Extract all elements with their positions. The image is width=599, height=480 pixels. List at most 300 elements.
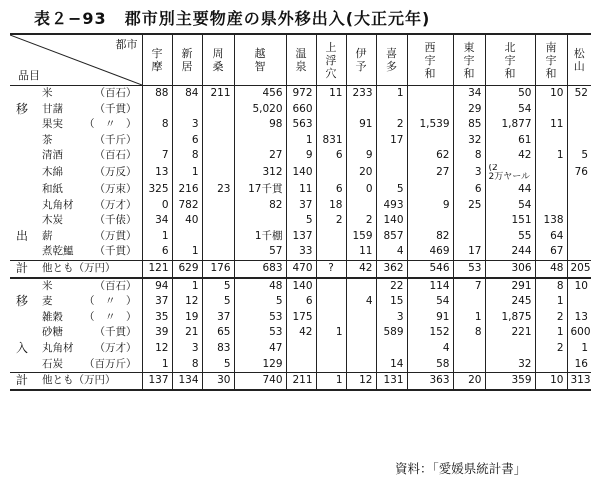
value-cell: 469 [407,244,453,260]
item-name: 甘藷 [42,102,63,115]
value-cell: 98 [234,117,286,133]
total-value-cell: 546 [407,260,453,277]
value-cell: 12 [142,341,172,357]
value-cell: 4 [407,341,453,357]
value-cell [453,229,485,245]
value-cell: 25 [453,198,485,214]
value-cell: 19 [172,310,202,326]
total-value-cell: 205 [567,260,591,277]
value-cell: 2 [316,213,346,229]
table-row [10,294,591,310]
value-cell: 831 [316,133,346,149]
value-cell: 138 [535,213,567,229]
value-cell [142,102,172,118]
item-unit: （ 〃 ） [84,118,137,131]
value-cell [346,325,376,341]
item-name: 茶 [42,133,53,146]
value-cell: 8 [453,148,485,164]
value-cell: 1,877 [485,117,535,133]
item-unit: （万才） [94,341,137,354]
value-cell [407,86,453,102]
value-cell: 23 [202,182,234,198]
value-cell: 1 [172,164,202,182]
table-row [10,102,591,118]
table-row [10,148,591,164]
value-cell: 54 [485,102,535,118]
table-row [10,213,591,229]
value-cell: 53 [234,310,286,326]
value-cell [202,244,234,260]
value-cell: 211 [202,86,234,102]
value-cell: 5 [376,182,407,198]
value-cell: 29 [453,102,485,118]
value-cell: 48 [234,278,286,295]
value-cell: 600 [567,325,591,341]
value-cell [535,133,567,149]
value-cell: 8 [172,357,202,373]
value-cell: 85 [453,117,485,133]
value-cell: 3 [172,117,202,133]
value-cell: 13 [567,310,591,326]
value-cell [407,133,453,149]
item-name-cell [34,148,142,164]
city-header: 東 宇 和 [453,34,485,86]
total-value-cell: 1 [316,373,346,390]
item-name-cell [34,294,142,310]
value-cell: 1 [535,148,567,164]
value-cell: 216 [172,182,202,198]
value-cell: 44 [485,182,535,198]
item-name-cell [34,182,142,198]
table-row [10,117,591,133]
item-name-cell [34,278,142,295]
value-cell: 61 [485,133,535,149]
total-value-cell: 20 [453,373,485,390]
section-label-cell: 入 [15,340,28,355]
value-cell [316,229,346,245]
city-header: 松 山 [567,34,591,86]
value-cell: 42 [286,325,316,341]
value-cell [202,102,234,118]
value-cell: 13 [142,164,172,182]
total-value-cell: 137 [142,373,172,390]
value-cell [567,133,591,149]
value-cell: 245 [485,294,535,310]
value-cell: 82 [234,198,286,214]
value-cell: 6 [286,294,316,310]
value-cell: 11 [346,244,376,260]
total-value-cell: 363 [407,373,453,390]
item-name-cell [34,198,142,214]
item-name: 丸角材 [42,198,74,211]
value-cell: 27 [234,148,286,164]
value-cell: 11 [535,117,567,133]
total-value-cell: 12 [346,373,376,390]
value-cell: 52 [567,86,591,102]
value-cell: 91 [407,310,453,326]
value-cell [316,164,346,182]
value-cell [535,164,567,182]
total-label: 計 [10,260,34,277]
value-cell: 1 [172,244,202,260]
section-label-cell [10,133,34,149]
value-cell: 22 [376,278,407,295]
table-row [10,341,591,357]
value-cell: 8 [142,117,172,133]
value-cell [234,133,286,149]
value-cell: 2 [346,213,376,229]
section-label-cell [10,164,34,182]
value-cell: 37 [142,294,172,310]
city-header: 喜 多 [376,34,407,86]
data-table [10,33,591,391]
value-cell: 140 [286,164,316,182]
value-cell: 129 [234,357,286,373]
total-row [10,373,591,390]
item-name-cell [34,325,142,341]
item-unit: （万才） [94,198,137,211]
value-cell: 58 [407,357,453,373]
value-cell: 9 [346,148,376,164]
table-row [10,198,591,214]
city-header: 周 桑 [202,34,234,86]
value-cell [376,164,407,182]
item-unit: （万束） [94,182,137,195]
value-cell: 94 [142,278,172,295]
value-cell: 857 [376,229,407,245]
value-cell: 1千棚 [234,229,286,245]
value-cell [567,244,591,260]
value-cell [316,310,346,326]
value-cell: 37 [202,310,234,326]
total-value-cell: 10 [535,373,567,390]
value-cell [346,341,376,357]
total-value-cell: 30 [202,373,234,390]
total-value-cell: 629 [172,260,202,277]
value-cell: 27 [407,164,453,182]
item-unit: （万反） [94,166,137,179]
value-cell: 47 [234,341,286,357]
value-cell [567,102,591,118]
total-value-cell: 176 [202,260,234,277]
value-cell: 84 [172,86,202,102]
value-cell: (2 2万ヤール [485,164,535,182]
section-label-cell [10,148,34,164]
item-name: 果実 [42,118,63,131]
value-cell: 10 [535,86,567,102]
value-cell: 35 [142,310,172,326]
value-cell: 1 [142,229,172,245]
value-cell: 1 [172,278,202,295]
total-value-cell: 362 [376,260,407,277]
item-name: 石炭 [42,357,63,370]
value-cell: 3 [172,341,202,357]
header-row [10,34,591,86]
table-row [10,357,591,373]
value-cell [234,213,286,229]
value-cell [535,182,567,198]
value-cell: 589 [376,325,407,341]
value-cell: 18 [316,198,346,214]
item-name: 丸角材 [42,341,74,354]
table-row [10,244,591,260]
item-unit: （千貫） [94,245,137,258]
source-note: 資料：「愛媛県統計書」 [395,461,527,476]
total-row [10,260,591,277]
value-cell [316,294,346,310]
value-cell: 1 [316,325,346,341]
city-header: 南 宇 和 [535,34,567,86]
table-caption: 郡市別主要物産の県外移出入(大正元年) [124,9,431,28]
value-cell: 140 [286,278,316,295]
value-cell: 54 [485,198,535,214]
table-row [10,229,591,245]
value-cell [453,341,485,357]
value-cell [346,278,376,295]
value-cell [286,357,316,373]
value-cell: 34 [453,86,485,102]
value-cell: 17 [453,244,485,260]
value-cell [535,357,567,373]
value-cell: 1 [535,325,567,341]
section-label-cell [10,325,34,341]
value-cell: 76 [567,164,591,182]
value-cell: 8 [172,148,202,164]
section-label-cell [10,244,34,260]
value-cell: 1 [376,86,407,102]
value-cell [407,102,453,118]
value-cell: 8 [453,325,485,341]
item-unit: （千俵） [94,214,137,227]
table-row [10,310,591,326]
value-cell [535,198,567,214]
value-cell [316,357,346,373]
value-cell: 5,020 [234,102,286,118]
value-cell: 1 [453,310,485,326]
value-cell: 233 [346,86,376,102]
value-cell [142,133,172,149]
value-cell: 1,539 [407,117,453,133]
value-cell: 3 [376,310,407,326]
item-unit: （百石） [94,279,137,292]
value-cell: 244 [485,244,535,260]
value-cell: 2 [535,341,567,357]
item-name-cell [34,133,142,149]
table-row [10,325,591,341]
city-header: 新 居 [172,34,202,86]
value-cell: 32 [485,357,535,373]
value-cell [346,133,376,149]
item-axis-label: 品目 [18,69,40,82]
value-cell: 972 [286,86,316,102]
value-cell [567,198,591,214]
value-cell [202,148,234,164]
total-item-name: 他とも（万円） [34,373,142,390]
corner-cell [10,34,142,86]
value-cell [346,357,376,373]
item-name: 木炭 [42,214,63,227]
value-cell [346,102,376,118]
value-cell [407,213,453,229]
total-value-cell: 53 [453,260,485,277]
value-cell: 5 [234,294,286,310]
value-cell: 11 [286,182,316,198]
value-cell: 563 [286,117,316,133]
value-cell: 20 [346,164,376,182]
total-value-cell: 683 [234,260,286,277]
value-cell [346,198,376,214]
value-cell: 6 [316,148,346,164]
value-cell: 15 [376,294,407,310]
item-name: 米 [42,279,53,292]
total-value-cell: 313 [567,373,591,390]
value-cell: 493 [376,198,407,214]
value-cell [172,102,202,118]
item-name-cell [34,102,142,118]
item-name-cell [34,244,142,260]
section-label-cell: 移 [15,294,28,309]
total-value-cell: 740 [234,373,286,390]
item-name-cell [34,357,142,373]
item-name-cell [34,164,142,182]
table-row [10,164,591,182]
value-cell: 17 [376,133,407,149]
value-cell: 1 [142,357,172,373]
item-unit: （百万斤） [84,357,137,370]
value-cell [202,117,234,133]
value-cell: 312 [234,164,286,182]
total-value-cell: 306 [485,260,535,277]
value-cell [202,213,234,229]
value-cell: 5 [202,294,234,310]
value-cell: 114 [407,278,453,295]
value-cell: 6 [142,244,172,260]
item-name-cell [34,86,142,102]
value-cell: 53 [234,325,286,341]
value-cell: 4 [376,244,407,260]
value-cell [316,278,346,295]
item-name: 木綿 [42,166,63,179]
value-cell [202,133,234,149]
value-cell: 14 [376,357,407,373]
city-header: 越 智 [234,34,286,86]
value-cell: 57 [234,244,286,260]
section-label-cell [10,310,34,326]
value-cell: 1,875 [485,310,535,326]
value-cell: 6 [316,182,346,198]
city-axis-label: 都市 [115,38,138,51]
item-name-cell [34,229,142,245]
value-cell [376,148,407,164]
total-value-cell: 131 [376,373,407,390]
value-cell [567,182,591,198]
section-label-cell [10,117,34,133]
value-cell: 64 [535,229,567,245]
value-cell: 62 [407,148,453,164]
item-unit: （百石） [94,87,137,99]
total-value-cell: 359 [485,373,535,390]
value-cell: 325 [142,182,172,198]
value-cell: 9 [286,148,316,164]
value-cell: 7 [453,278,485,295]
value-cell: 456 [234,86,286,102]
section-label-cell [10,213,34,229]
item-unit: （千貫） [94,102,137,115]
item-name: 砂糖 [42,326,63,339]
value-cell [567,117,591,133]
item-name: 麦 [42,295,53,308]
value-cell [346,310,376,326]
section-label-cell [10,86,34,102]
value-cell [286,341,316,357]
value-cell: 83 [202,341,234,357]
value-cell [453,213,485,229]
value-cell: 1 [286,133,316,149]
value-cell: 140 [376,213,407,229]
item-name: 煮乾鰮 [42,245,74,258]
value-cell [172,229,202,245]
city-header: 温 泉 [286,34,316,86]
item-unit: （千斤） [94,133,137,146]
value-cell: 67 [535,244,567,260]
value-cell [316,341,346,357]
value-cell: 5 [202,278,234,295]
value-cell: 39 [142,325,172,341]
value-cell: 1 [567,341,591,357]
city-header: 上 浮 穴 [316,34,346,86]
table-row [10,278,591,295]
value-cell [567,229,591,245]
value-cell: 3 [453,164,485,182]
total-item-name: 他とも（万円） [34,260,142,277]
total-value-cell: 121 [142,260,172,277]
value-cell: 782 [172,198,202,214]
section-label-cell: 出 [15,228,28,243]
section-label-cell [10,278,34,295]
value-cell: 0 [346,182,376,198]
item-unit: （千貫） [94,326,137,339]
item-unit: （万貫） [94,229,137,242]
value-cell: 88 [142,86,172,102]
value-cell: 11 [316,86,346,102]
total-value-cell: 211 [286,373,316,390]
item-name-cell [34,213,142,229]
value-cell: 32 [453,133,485,149]
table-number: 表２−93 [34,9,107,28]
value-cell: 34 [142,213,172,229]
section-label-cell [10,198,34,214]
value-cell: 0 [142,198,172,214]
total-value-cell: 134 [172,373,202,390]
value-cell: 1 [535,294,567,310]
value-cell: 2 [376,117,407,133]
value-cell [376,341,407,357]
value-cell: 10 [567,278,591,295]
section-label-cell [10,182,34,198]
table-row [10,182,591,198]
value-cell: 5 [567,148,591,164]
value-cell: 5 [202,357,234,373]
table-title [34,6,430,29]
value-cell: 50 [485,86,535,102]
value-cell: 660 [286,102,316,118]
item-name: 清酒 [42,149,63,162]
value-cell: 42 [485,148,535,164]
value-cell: 152 [407,325,453,341]
value-cell: 5 [286,213,316,229]
city-header: 北 宇 和 [485,34,535,86]
total-value-cell: 48 [535,260,567,277]
